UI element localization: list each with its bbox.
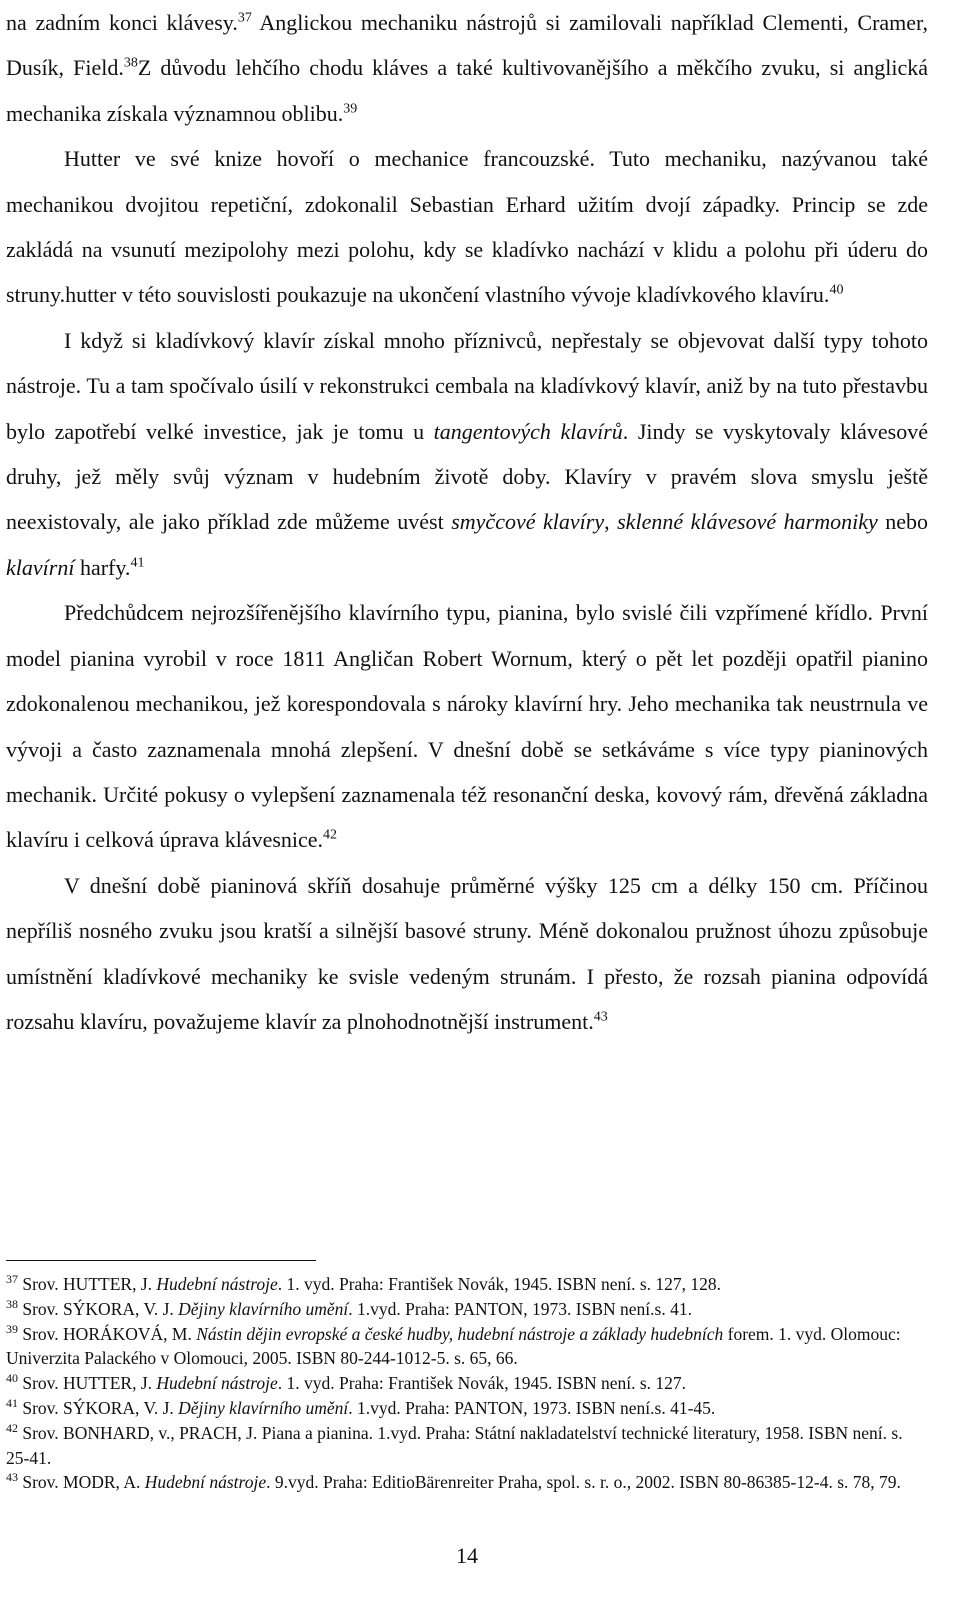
paragraph — [6, 863, 928, 1045]
text-segment: nebo — [877, 509, 929, 535]
footnote-number: 39 — [6, 1321, 18, 1336]
page-number: 14 — [456, 1543, 478, 1568]
footnote-number: 38 — [6, 1296, 18, 1311]
footnote-ref: 39 — [343, 101, 358, 117]
italic-text: Nástin dějin evropské a české hudby, hudební nástroje a základy hudebních — [196, 1323, 724, 1344]
text-segment: Srov. HUTTER, J. — [18, 1274, 157, 1294]
footnote — [6, 1297, 928, 1322]
italic-text: tangentových klavírů — [433, 418, 623, 444]
italic-text: Hudební nástroje — [156, 1373, 278, 1394]
italic-text: Dějiny klavírního umění — [178, 1397, 349, 1418]
text-segment: Srov. BONHARD, v., PRACH, J. Piana a pianina. 1.vyd. Praha: Státní nakladatelství technické literatury, 1958. ISBN není. s. 25-41. — [6, 1422, 903, 1468]
document-page — [6, 0, 928, 1619]
text-segment: Srov. MODR, A. — [18, 1472, 145, 1493]
italic-text: Hudební nástroje — [144, 1472, 267, 1493]
footnote-number: 41 — [6, 1396, 18, 1411]
footnote — [6, 1470, 928, 1495]
footnote — [6, 1421, 928, 1471]
text-segment: Srov. SÝKORA, V. J. — [18, 1298, 179, 1319]
footnote-ref: 43 — [593, 1009, 608, 1025]
italic-text: smyčcové klavíry — [451, 509, 605, 535]
text-segment: Z důvodu lehčího chodu kláves a také kultivovanějšího a měkčího zvuku, si anglická mechanika získala významnou oblibu. — [6, 55, 928, 126]
footnote-number: 40 — [6, 1371, 18, 1386]
text-segment: Předchůdcem nejrozšířenějšího klavírního typu, pianina, bylo svislé čili vzpřímené křídlo. První model pianina vyrobil v roce 1811 Angličan Robert Wornum, který o pět let později opatřil pianino zdokonalenou mechanikou, jež korespondovala s nároky klavírní hry. Jeho mechanika tak neustrnula ve vývoji a často zaznamenala mnohá zlepšení. V dnešní době se setkáváme s více typy pianinových mechanik. Určité pokusy o vylepšení zaznamenala též resonanční deska, kovový rám, dřevěná základna klavíru i celková úprava klávesnice. — [6, 600, 928, 853]
text-segment: Srov. SÝKORA, V. J. — [18, 1397, 179, 1418]
body-text — [6, 0, 928, 1044]
footnotes — [6, 1272, 928, 1495]
italic-text: Hudební nástroje — [156, 1274, 278, 1294]
footnote-ref: 37 — [237, 10, 252, 26]
paragraph — [6, 136, 928, 318]
text-segment: forem. 1. vyd. Olomouc: Univerzita Palackého v Olomouci, 2005. ISBN 80-244-1012-5. s. 65, 66. — [6, 1323, 901, 1369]
text-segment: harfy. — [74, 554, 131, 580]
footnote — [6, 1272, 928, 1297]
text-segment: Hutter ve své knize hovoří o mechanice francouzské. Tuto mechaniku, nazývanou také mechanikou dvojitou repetiční, zdokonalil Sebastian Erhard užitím dvojí západky. Princip se zde zakládá na vsunutí mezipolohy mezi polohu, kdy se kladívko nachází v klidu a polohu při úderu do struny.hutter v této souvislosti poukazuje na ukončení vlastního vývoje kladívkového klavíru. — [6, 146, 928, 308]
footnote-ref: 42 — [323, 827, 338, 843]
italic-text: klavírní — [6, 554, 75, 580]
text-segment: V dnešní době pianinová skříň dosahuje průměrné výšky 125 cm a délky 150 cm. Příčinou nepříliš nosného zvuku jsou kratší a silnější basové struny. Méně dokonalou pružnost úhozu způsobuje umístnění kladívkové mechaniky ke svisle vedeným strunám. I přesto, že rozsah pianina odpovídá rozsahu klavíru, považujeme klavír za plnohodnotnější instrument. — [6, 872, 928, 1034]
text-segment: . Jindy se vyskytovaly klávesové druhy, jež měly svůj význam v hudebním životě doby. Klavíry v pravém slova smyslu ještě neexistovaly, ale jako příklad zde můžeme uvést — [6, 418, 928, 535]
text-segment: Anglickou mechaniku nástrojů si zamilovali například Clementi, Cramer, Dusík, Field. — [6, 10, 928, 81]
text-segment: na zadním konci klávesy. — [6, 10, 238, 35]
footnote-number: 42 — [6, 1420, 18, 1435]
text-segment: . 1.vyd. Praha: PANTON, 1973. ISBN není.s. 41. — [348, 1298, 692, 1319]
footnote-ref: 41 — [130, 555, 145, 571]
footnote-number: 43 — [6, 1470, 18, 1485]
text-segment: . 1. vyd. Praha: František Novák, 1945. ISBN není. s. 127, 128. — [277, 1274, 722, 1294]
footnote-separator — [6, 1260, 316, 1261]
text-segment: I když si kladívkový klavír získal mnoho příznivců, nepřestaly se objevovat další typy tohoto nástroje. Tu a tam spočívalo úsilí v rekonstrukci cembala na kladívkový klavír, aniž by na tuto přestavbu bylo zapotřebí velké investice, jak je tomu u — [6, 327, 928, 444]
footnote-ref: 38 — [123, 56, 138, 72]
footnote — [6, 1396, 928, 1421]
italic-text: Dějiny klavírního umění — [178, 1298, 349, 1319]
footnote — [6, 1322, 928, 1372]
text-segment: . 1.vyd. Praha: PANTON, 1973. ISBN není.s. 41-45. — [348, 1397, 716, 1418]
footnote — [6, 1371, 928, 1396]
text-segment: Srov. HORÁKOVÁ, M. — [18, 1323, 197, 1344]
text-segment: . 9.vyd. Praha: EditioBärenreiter Praha, spol. s. r. o., 2002. ISBN 80-86385-12-4. s. 78, 79. — [266, 1472, 901, 1493]
paragraph — [6, 0, 928, 136]
footnote-ref: 40 — [829, 283, 844, 299]
text-segment: . 1. vyd. Praha: František Novák, 1945. ISBN není. s. 127. — [277, 1373, 687, 1394]
paragraph — [6, 590, 928, 862]
footnote-number: 37 — [6, 1272, 18, 1287]
paragraph — [6, 318, 928, 590]
italic-text: sklenné klávesové harmoniky — [617, 509, 878, 535]
text-segment: , — [604, 509, 618, 535]
text-segment: Srov. HUTTER, J. — [18, 1373, 157, 1394]
